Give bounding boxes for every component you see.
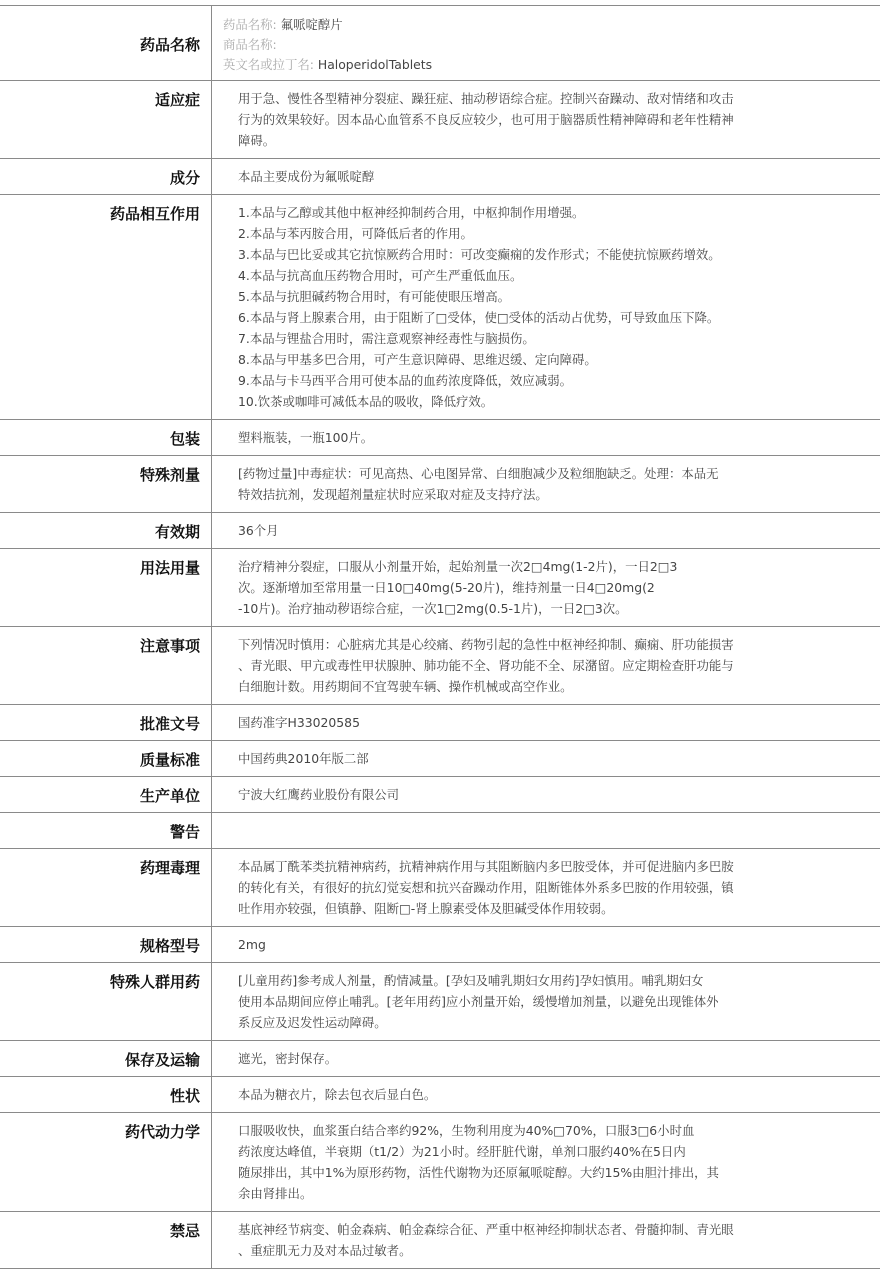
row-value: [212, 1212, 880, 1269]
value-line: 本品主要成份为氟哌啶醇: [238, 166, 785, 187]
value-line: 7.本品与锂盐合用时，需注意观察神经毒性与脑损伤。: [238, 328, 785, 349]
value-line: 10.饮茶或咖啡可减低本品的吸收，降低疗效。: [238, 391, 785, 412]
row-label: 有效期: [0, 513, 212, 549]
row-value: [212, 813, 880, 849]
info-row: [0, 456, 880, 513]
row-value: [212, 513, 880, 549]
info-row: [0, 1113, 880, 1212]
value-line: 特效拮抗剂，发现超剂量症状时应采取对症及支持疗法。: [238, 484, 785, 505]
trade-name-key: 商品名称:: [223, 37, 277, 52]
row-value: [212, 741, 880, 777]
value-line: 随尿排出，其中1%为原形药物，活性代谢物为还原氟哌啶醇。大约15%由胆汁排出，其: [238, 1162, 785, 1183]
row-value: [212, 777, 880, 813]
info-row: [0, 549, 880, 627]
info-row: [0, 513, 880, 549]
value-line: 吐作用亦较强，但镇静、阻断□-肾上腺素受体及胆碱受体作用较弱。: [238, 898, 785, 919]
row-value: [212, 420, 880, 456]
value-line: 药浓度达峰值，半衰期（t1/2）为21小时。经肝脏代谢，单剂口服约40%在5日内: [238, 1141, 785, 1162]
row-label: 性状: [0, 1077, 212, 1113]
row-value: [212, 81, 880, 159]
value-line: 的转化有关，有很好的抗幻觉妄想和抗兴奋躁动作用，阻断锥体外系多巴胺的作用较强，镇: [238, 877, 785, 898]
row-label: 禁忌: [0, 1212, 212, 1269]
row-label: 适应症: [0, 81, 212, 159]
value-line: 口服吸收快，血浆蛋白结合率约92%，生物利用度为40%□70%，口服3□6小时血: [238, 1120, 785, 1141]
row-value: [212, 705, 880, 741]
value-line: -10片)。治疗抽动秽语综合症，一次1□2mg(0.5-1片)，一日2□3次。: [238, 598, 785, 619]
value-line: 行为的效果较好。因本品心血管系不良反应较少，也可用于脑器质性精神障碍和老年性精神: [238, 109, 785, 130]
row-label: 质量标准: [0, 741, 212, 777]
row-label: 用法用量: [0, 549, 212, 627]
name-cell: [212, 6, 880, 81]
row-value: [212, 456, 880, 513]
info-row: [0, 420, 880, 456]
row-label: 成分: [0, 159, 212, 195]
row-label: 药品名称: [0, 6, 212, 81]
row-value: [212, 1113, 880, 1212]
row-label: 生产单位: [0, 777, 212, 813]
value-line: 下列情况时慎用：心脏病尤其是心绞痛、药物引起的急性中枢神经抑制、癫痫、肝功能损害: [238, 634, 785, 655]
info-row: [0, 159, 880, 195]
value-line: 、青光眼、甲亢或毒性甲状腺肿、肺功能不全、肾功能不全、尿潴留。应定期检查肝功能与: [238, 655, 785, 676]
row-label: 特殊剂量: [0, 456, 212, 513]
row-value: [212, 627, 880, 705]
row-value: [212, 159, 880, 195]
row-value: [212, 849, 880, 927]
row-drug-name: [0, 6, 880, 81]
row-label: 药代动力学: [0, 1113, 212, 1212]
generic-name-line: [223, 15, 860, 35]
value-line: 1.本品与乙醇或其他中枢神经抑制药合用，中枢抑制作用增强。: [238, 202, 785, 223]
info-row: [0, 741, 880, 777]
info-row: [0, 1212, 880, 1269]
value-line: [238, 820, 785, 841]
row-value: [212, 927, 880, 963]
generic-name-value: 氟哌啶醇片: [281, 17, 343, 32]
value-line: 9.本品与卡马西平合用可使本品的血药浓度降低，效应减弱。: [238, 370, 785, 391]
value-line: 白细胞计数。用药期间不宜驾驶车辆、操作机械或高空作业。: [238, 676, 785, 697]
row-label: 药品相互作用: [0, 195, 212, 420]
value-line: 3.本品与巴比妥或其它抗惊厥药合用时：可改变癫痫的发作形式；不能使抗惊厥药增效。: [238, 244, 785, 265]
row-value: [212, 963, 880, 1041]
value-line: [儿童用药]参考成人剂量，酌情减量。[孕妇及哺乳期妇女用药]孕妇慎用。哺乳期妇女: [238, 970, 785, 991]
value-line: 治疗精神分裂症，口服从小剂量开始，起始剂量一次2□4mg(1-2片)，一日2□3: [238, 556, 785, 577]
info-row: [0, 1041, 880, 1077]
row-value: [212, 1077, 880, 1113]
info-row: [0, 813, 880, 849]
row-value: [212, 195, 880, 420]
value-line: 36个月: [238, 520, 785, 541]
value-line: [药物过量]中毒症状：可见高热、心电图异常、白细胞减少及粒细胞缺乏。处理：本品无: [238, 463, 785, 484]
value-line: 宁波大红鹰药业股份有限公司: [238, 784, 785, 805]
drug-info-table: [0, 5, 880, 1269]
row-label: 特殊人群用药: [0, 963, 212, 1041]
english-name-value: HaloperidolTablets: [318, 57, 432, 72]
info-row: [0, 81, 880, 159]
row-label: 保存及运输: [0, 1041, 212, 1077]
row-label: 注意事项: [0, 627, 212, 705]
value-line: 使用本品期间应停止哺乳。[老年用药]应小剂量开始，缓慢增加剂量，以避免出现锥体外: [238, 991, 785, 1012]
row-value: [212, 549, 880, 627]
value-line: 8.本品与甲基多巴合用，可产生意识障碍、思维迟缓、定向障碍。: [238, 349, 785, 370]
value-line: 用于急、慢性各型精神分裂症、躁狂症、抽动秽语综合症。控制兴奋躁动、敌对情绪和攻击: [238, 88, 785, 109]
row-label: 警告: [0, 813, 212, 849]
generic-name-key: 药品名称:: [223, 17, 277, 32]
info-row: [0, 927, 880, 963]
value-line: 中国药典2010年版二部: [238, 748, 785, 769]
row-label: 批准文号: [0, 705, 212, 741]
info-row: [0, 963, 880, 1041]
value-line: 系反应及迟发性运动障碍。: [238, 1012, 785, 1033]
value-line: 障碍。: [238, 130, 785, 151]
drug-info-body: [0, 6, 880, 1269]
info-row: [0, 195, 880, 420]
info-row: [0, 1077, 880, 1113]
info-row: [0, 627, 880, 705]
value-line: 遮光，密封保存。: [238, 1048, 785, 1069]
trade-name-line: [223, 35, 860, 55]
value-line: 本品属丁酰苯类抗精神病药，抗精神病作用与其阻断脑内多巴胺受体，并可促进脑内多巴胺: [238, 856, 785, 877]
value-line: 本品为糖衣片，除去包衣后显白色。: [238, 1084, 785, 1105]
value-line: 塑料瓶装，一瓶100片。: [238, 427, 785, 448]
value-line: 基底神经节病变、帕金森病、帕金森综合征、严重中枢神经抑制状态者、骨髓抑制、青光眼: [238, 1219, 785, 1240]
value-line: 5.本品与抗胆碱药物合用时，有可能使眼压增高。: [238, 286, 785, 307]
english-name-key: 英文名或拉丁名:: [223, 57, 314, 72]
value-line: 、重症肌无力及对本品过敏者。: [238, 1240, 785, 1261]
value-line: 国药准字H33020585: [238, 712, 785, 733]
english-name-line: [223, 55, 860, 75]
value-line: 次。逐渐增加至常用量一日10□40mg(5-20片)，维持剂量一日4□20mg(2: [238, 577, 785, 598]
value-line: 2mg: [238, 934, 785, 955]
row-label: 规格型号: [0, 927, 212, 963]
info-row: [0, 849, 880, 927]
row-value: [212, 1041, 880, 1077]
row-label: 药理毒理: [0, 849, 212, 927]
info-row: [0, 705, 880, 741]
value-line: 余由肾排出。: [238, 1183, 785, 1204]
info-row: [0, 777, 880, 813]
value-line: 2.本品与苯丙胺合用，可降低后者的作用。: [238, 223, 785, 244]
row-label: 包装: [0, 420, 212, 456]
value-line: 6.本品与肾上腺素合用，由于阻断了□受体，使□受体的活动占优势，可导致血压下降。: [238, 307, 785, 328]
value-line: 4.本品与抗高血压药物合用时，可产生严重低血压。: [238, 265, 785, 286]
